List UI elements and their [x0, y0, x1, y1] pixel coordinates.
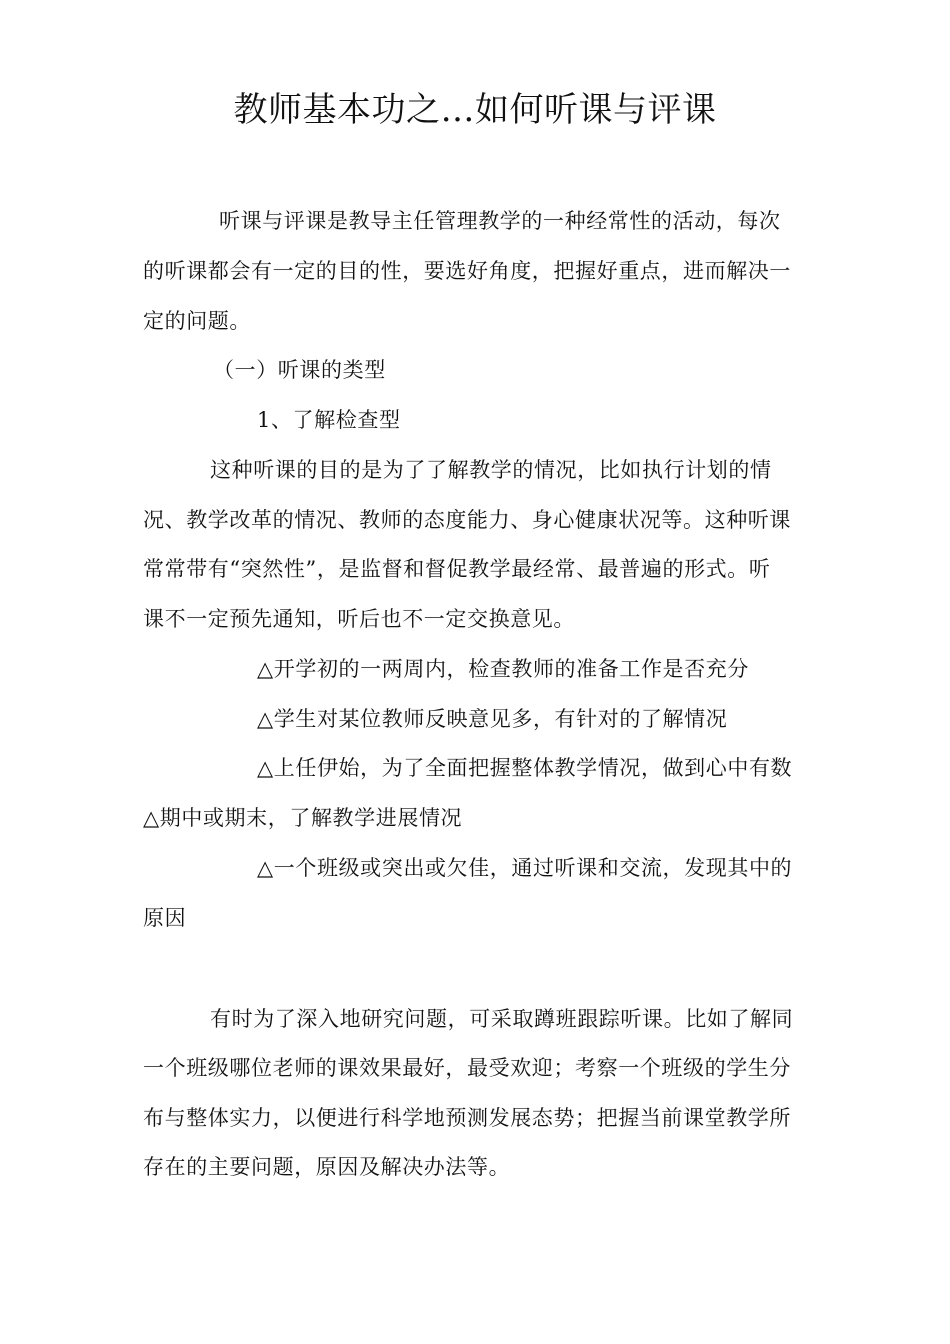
- paragraph-check-line-4: 课不一定预先通知，听后也不一定交换意见。: [143, 607, 575, 631]
- paragraph-followup-line-1: 有时为了深入地研究问题，可采取蹲班跟踪听课。比如了解同: [210, 1007, 794, 1031]
- list-item-continuation: 原因: [143, 906, 187, 930]
- list-item: △上任伊始，为了全面把握整体教学情况，做到心中有数: [257, 756, 793, 780]
- paragraph-intro-line-2: 的听课都会有一定的目的性，要选好角度，把握好重点，进而解决一: [143, 259, 791, 283]
- section-heading: （一）听课的类型: [213, 358, 386, 382]
- list-item: △开学初的一两周内，检查教师的准备工作是否充分: [257, 657, 749, 681]
- paragraph-check-line-2: 况、教学改革的情况、教师的态度能力、身心健康状况等。这种听课: [143, 508, 791, 532]
- paragraph-check-line-3: 常常带有“突然性”，是监督和督促教学最经常、最普遍的形式。听: [143, 557, 771, 581]
- paragraph-check-line-1: 这种听课的目的是为了了解教学的情况，比如执行计划的情: [210, 458, 772, 482]
- paragraph-intro-line-3: 定的问题。: [143, 309, 251, 333]
- list-item: △学生对某位教师反映意见多，有针对的了解情况: [257, 707, 728, 731]
- paragraph-followup-line-4: 存在的主要问题，原因及解决办法等。: [143, 1155, 511, 1179]
- subsection-heading: 1、了解检查型: [257, 408, 401, 432]
- paragraph-followup-line-2: 一个班级哪位老师的课效果最好，最受欢迎；考察一个班级的学生分: [143, 1056, 791, 1080]
- list-item: △期中或期末，了解教学进展情况: [143, 806, 463, 830]
- list-item: △一个班级或突出或欠佳，通过听课和交流，发现其中的: [257, 856, 793, 880]
- paragraph-followup-line-3: 布与整体实力，以便进行科学地预测发展态势；把握当前课堂教学所: [143, 1106, 791, 1130]
- paragraph-intro-line-1: 听课与评课是教导主任管理教学的一种经常性的活动，每次: [219, 209, 781, 233]
- document-title: 教师基本功之…如何听课与评课: [233, 90, 717, 130]
